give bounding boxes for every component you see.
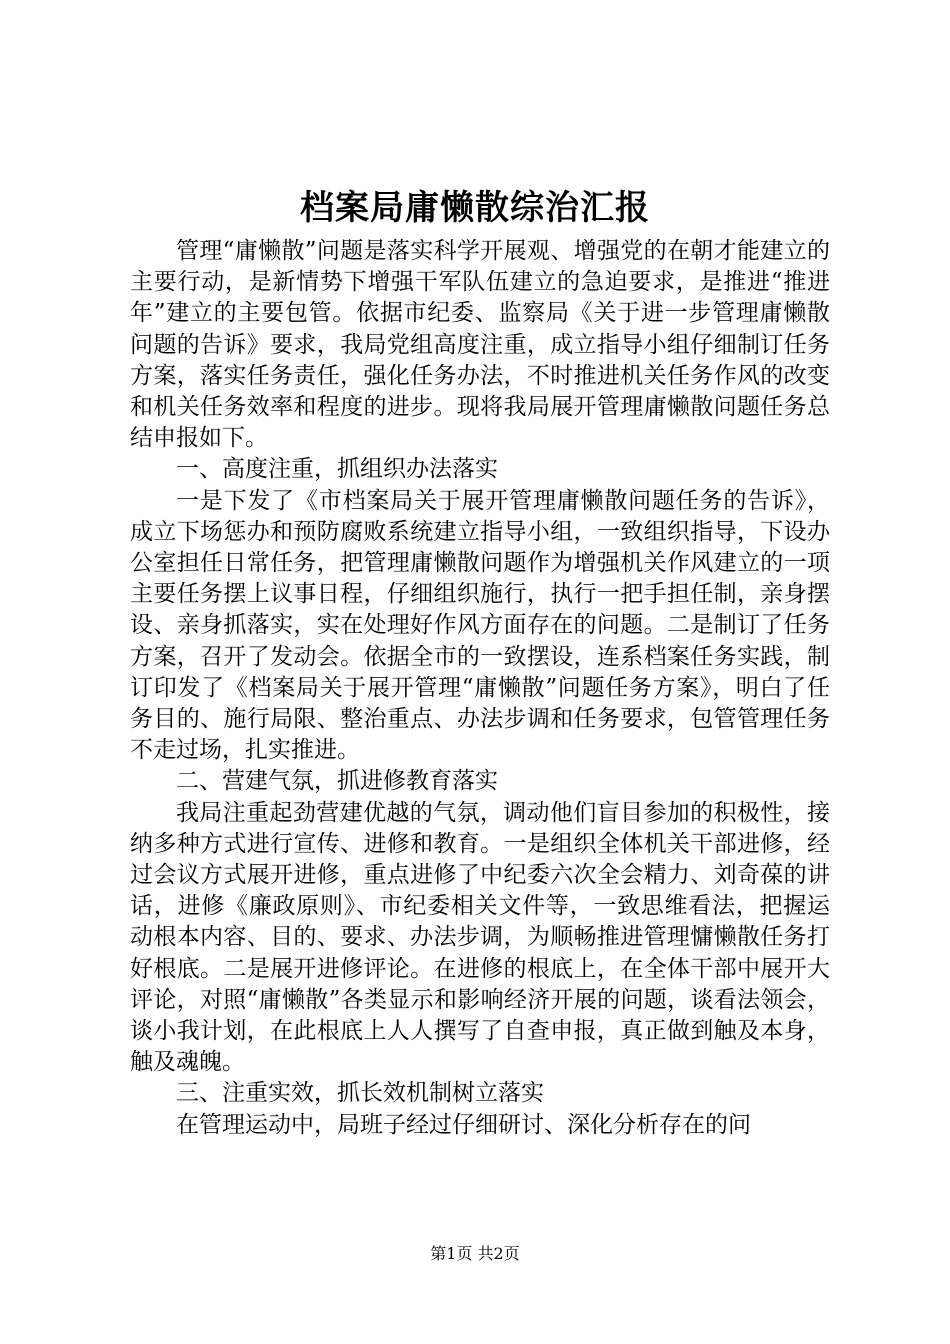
section-heading-3: 三、注重实效，抓长效机制树立落实 bbox=[176, 1080, 544, 1107]
section-heading-2: 二、营建气氛，抓进修教育落实 bbox=[176, 768, 498, 795]
paragraph-section-2: 我局注重起劲营建优越的气氛，调动他们盲目参加的积极性，接纳多种方式进行宣传、进修和教育。一是组织全体机关干部进修，经过会议方式展开进修，重点进修了中纪委六次全会精力、刘奇葆的讲话，进修《廉政原则》、市纪委相关文件等，一致思维看法，把握运动根本内容、目的、要求、办法步调，为顺畅推进管理慵懒散任务打好根底。二是展开进修评论。在进修的根底上，在全体干部中展开大评论，对照“庸懒散”各类显示和影响经济开展的问题，谈看法领会，谈小我计划，在此根底上人人撰写了自查申报，真正做到触及本身，触及魂魄。 bbox=[130, 799, 830, 1076]
document-title: 档案局庸懒散综治汇报 bbox=[300, 188, 650, 228]
document-body bbox=[130, 236, 830, 1141]
page-number-footer: 第1页 共2页 bbox=[430, 1244, 520, 1263]
paragraph-section-3: 在管理运动中，局班子经过仔细研讨、深化分析存在的问 bbox=[176, 1111, 751, 1138]
section-heading-1: 一、高度注重，抓组织办法落实 bbox=[176, 456, 498, 483]
paragraph-intro: 管理“庸懒散”问题是落实科学开展观、增强党的在朝才能建立的主要行动，是新情势下增强干军队伍建立的急迫要求，是推进“推进年”建立的主要包管。依据市纪委、监察局《关于进一步管理庸懒散问题的告诉》要求，我局党组高度注重，成立指导小组仔细制订任务方案，落实任务责任，强化任务办法，不时推进机关任务作风的改变和机关任务效率和程度的进步。现将我局展开管理庸懒散问题任务总结申报如下。 bbox=[130, 238, 830, 452]
paragraph-section-1: 一是下发了《市档案局关于展开管理庸懒散问题任务的告诉》，成立下场惩办和预防腐败系统建立指导小组，一致组织指导，下设办公室担任日常任务，把管理庸懒散问题作为增强机关作风建立的一项主要任务摆上议事日程，仔细组织施行，执行一把手担任制，亲身摆设、亲身抓落实，实在处理好作风方面存在的问题。二是制订了任务方案，召开了发动会。依据全市的一致摆设，连系档案任务实践，制订印发了《档案局关于展开管理“庸懒散”问题任务方案》，明白了任务目的、施行局限、整治重点、办法步调和任务要求，包管管理任务不走过场，扎实推进。 bbox=[130, 487, 830, 764]
